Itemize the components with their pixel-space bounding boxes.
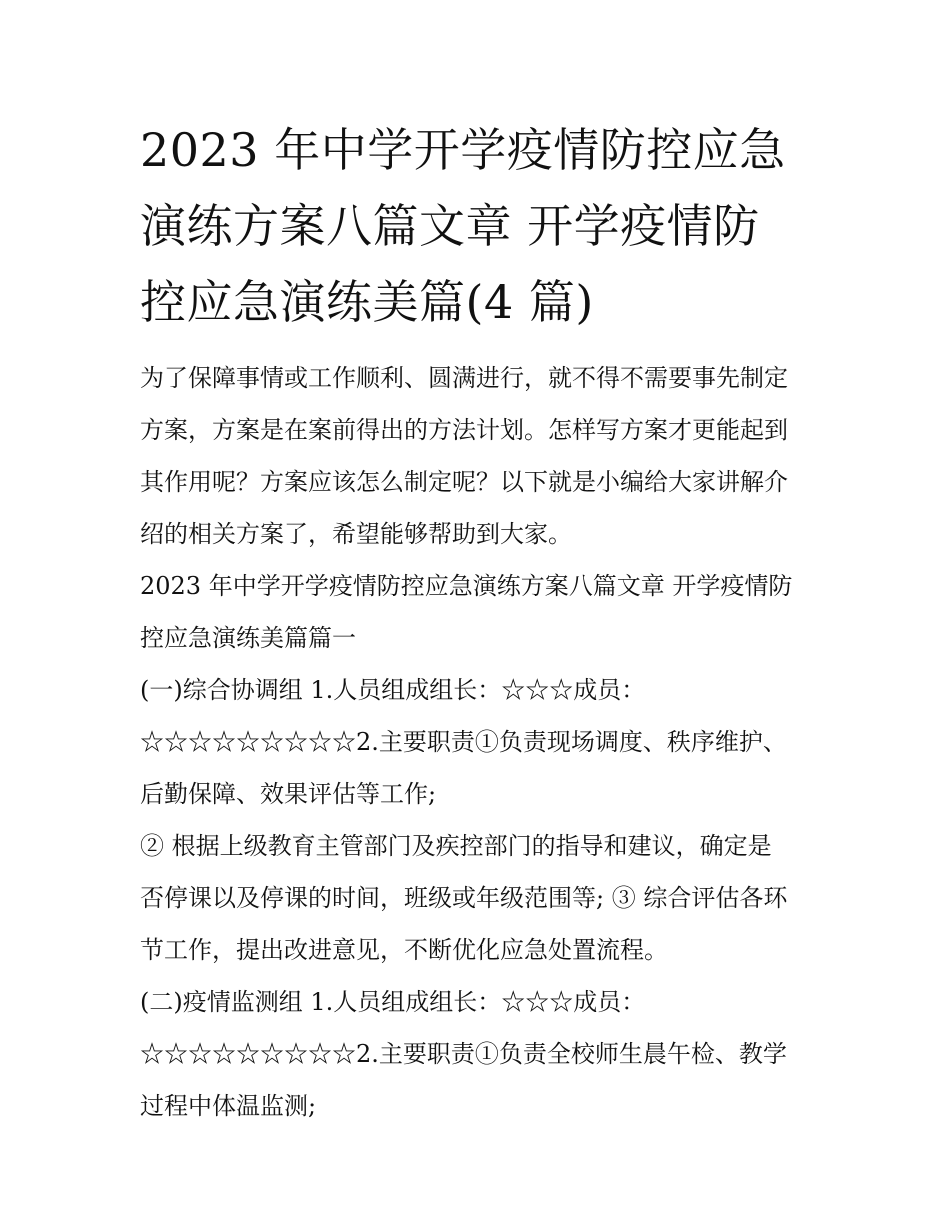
body-line: 其作用呢？方案应该怎么制定呢？以下就是小编给大家讲解介 [140, 468, 788, 496]
body-line: ② 根据上级教育主管部门及疾控部门的指导和建议，确定是 [140, 832, 772, 860]
document-page [140, 112, 820, 1132]
document-title [140, 112, 820, 340]
body-line: 绍的相关方案了，希望能够帮助到大家。 [140, 520, 572, 548]
body-line: 否停课以及停课的时间，班级或年级范围等; ③ 综合评估各环 [140, 884, 788, 912]
body-line: 为了保障事情或工作顺利、圆满进行，就不得不需要事先制定 [140, 364, 788, 392]
title-line-3: 控应急演练美篇(4 篇) [140, 275, 594, 329]
body-line: 节工作，提出改进意见，不断优化应急处置流程。 [140, 936, 668, 964]
body-line: (二)疫情监测组 1.人员组成组长：☆☆☆成员： [140, 988, 646, 1016]
title-line-2: 演练方案八篇文章 开学疫情防 [140, 199, 760, 253]
body-line: 方案，方案是在案前得出的方法计划。怎样写方案才更能起到 [140, 416, 788, 444]
document-body [140, 352, 820, 1132]
body-line: ☆☆☆☆☆☆☆☆☆2.主要职责①负责全校师生晨午检、教学 [140, 1040, 787, 1068]
body-line: (一)综合协调组 1.人员组成组长：☆☆☆成员： [140, 676, 646, 704]
section-heading-line: 控应急演练美篇篇一 [140, 624, 356, 652]
body-line: 过程中体温监测; [140, 1092, 317, 1120]
body-line: ☆☆☆☆☆☆☆☆☆2.主要职责①负责现场调度、秩序维护、 [140, 728, 787, 756]
section-heading-line: 2023 年中学开学疫情防控应急演练方案八篇文章 开学疫情防 [140, 572, 793, 600]
body-line: 后勤保障、效果评估等工作; [140, 780, 437, 808]
title-line-1: 2023 年中学开学疫情防控应急 [140, 123, 786, 177]
